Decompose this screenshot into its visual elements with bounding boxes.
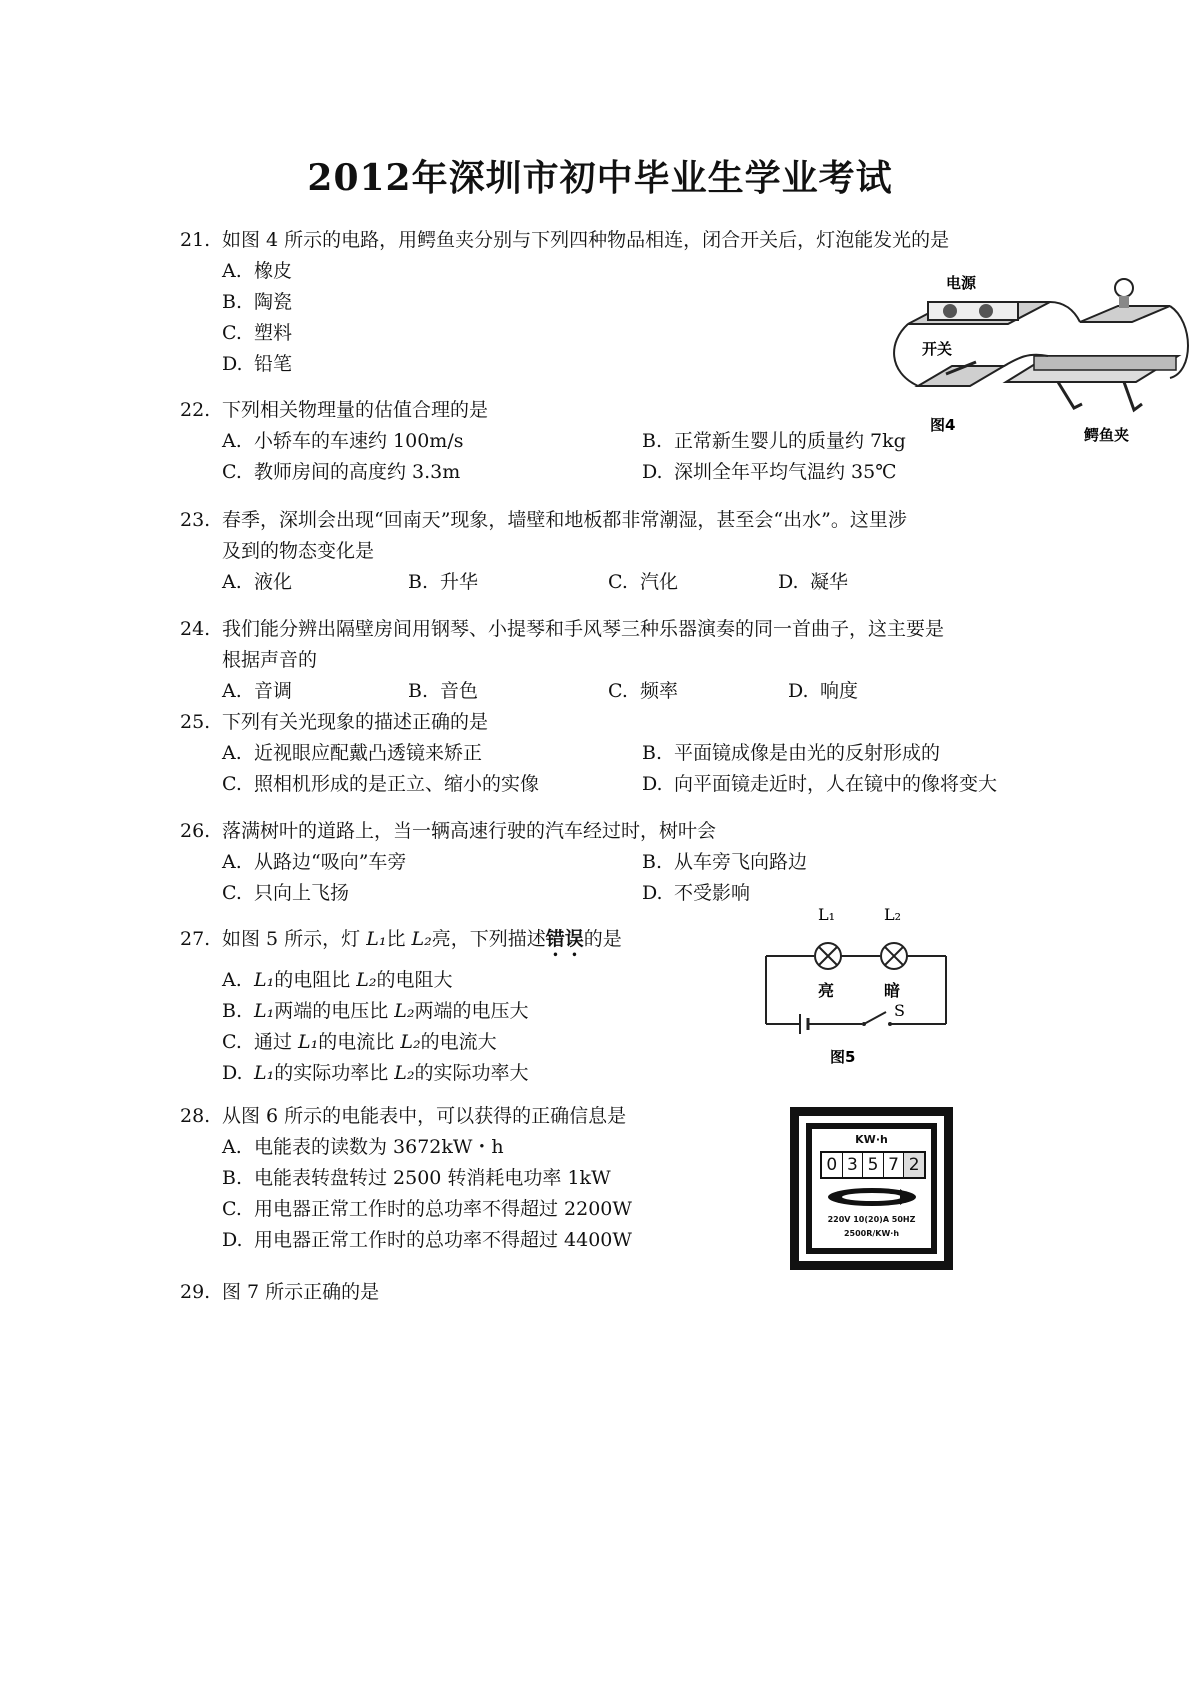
question-stem: 如图 4 所示的电路，用鳄鱼夹分别与下列四种物品相连，闭合开关后，灯泡能发光的是 [222, 229, 950, 251]
question-25 [180, 707, 1042, 800]
option-a[interactable]: A. 音调 [222, 680, 293, 702]
option-a[interactable]: A. 电能表的读数为 3672kW・h [222, 1136, 504, 1158]
question-number: 27. [180, 928, 211, 950]
question-24 [180, 614, 958, 707]
option-a[interactable]: A. 橡皮 [222, 260, 293, 282]
meter-digit: 0 [822, 1153, 843, 1177]
meter-disc-icon [820, 1183, 924, 1211]
switch-label: 开关 [922, 340, 953, 358]
option-c[interactable]: C. 塑料 [222, 322, 293, 344]
option-c[interactable]: C. 用电器正常工作时的总功率不得超过 2200W [222, 1198, 632, 1220]
option-d[interactable]: D. 深圳全年平均气温约 35℃ [642, 461, 897, 483]
l2-symbol: L₂ [411, 928, 432, 950]
question-27: 27. 如图 5 所示，灯 L₁比 L₂亮，下列描述错误的是 A. L₁的电阻比 L₂的电阻大 B. L₁两端的电压比 L₂两端的电压大 C. 通过 L₁的电流比 L₂的电流大 D. L₁的实际功率比 L₂的实际功率大 [180, 924, 622, 1089]
option-a[interactable]: A. L₁的电阻比 L₂的电阻大 [222, 969, 453, 991]
option-b[interactable]: B. 陶瓷 [222, 291, 293, 313]
question-stem-continued: 及到的物态变化是 [222, 540, 375, 562]
meter-digit: 3 [843, 1153, 864, 1177]
question-number: 28. [180, 1105, 211, 1127]
option-d[interactable]: D. 铅笔 [222, 353, 293, 375]
option-c[interactable]: C. 教师房间的高度约 3.3m [222, 461, 461, 483]
option-c[interactable]: C. 只向上飞扬 [222, 882, 350, 904]
option-a[interactable]: A. 从路边“吸向”车旁 [222, 851, 407, 873]
figure-6-meter [790, 1107, 953, 1270]
option-d[interactable]: D. 用电器正常工作时的总功率不得超过 4400W [222, 1229, 632, 1251]
option-a[interactable]: A. 小轿车的车速约 100m/s [222, 430, 464, 452]
question-number: 23. [180, 509, 211, 531]
option-a[interactable]: A. 近视眼应配戴凸透镜来矫正 [222, 742, 483, 764]
question-number: 25. [180, 711, 211, 733]
question-stem-continued: 根据声音的 [222, 649, 318, 671]
option-d[interactable]: D. L₁的实际功率比 L₂的实际功率大 [222, 1062, 529, 1084]
dim-label: 暗 [884, 981, 901, 1000]
question-stem: 我们能分辨出隔壁房间用钢琴、小提琴和手风琴三种乐器演奏的同一首曲子，这主要是 [222, 618, 945, 640]
option-b[interactable]: B. 从车旁飞向路边 [642, 851, 808, 873]
question-stem: 下列有关光现象的描述正确的是 [222, 711, 489, 733]
figure-5-caption: 图5 [830, 1048, 856, 1066]
meter-spec-1: 220V 10(20)A 50HZ [827, 1215, 916, 1224]
switch-s-label: S [894, 1001, 905, 1020]
switch-icon [864, 1012, 886, 1024]
meter-digit: 5 [863, 1153, 884, 1177]
question-number: 22. [180, 399, 211, 421]
question-stem: 落满树叶的道路上，当一辆高速行驶的汽车经过时，树叶会 [222, 820, 717, 842]
question-21 [180, 225, 949, 380]
option-d[interactable]: D. 响度 [788, 680, 859, 702]
question-number: 24. [180, 618, 211, 640]
question-26 [180, 816, 1042, 909]
question-number: 26. [180, 820, 211, 842]
question-stem: 下列相关物理量的估值合理的是 [222, 399, 489, 421]
l2-label: L₂ [884, 905, 902, 924]
question-stem: 春季，深圳会出现“回南天”现象，墙壁和地板都非常潮湿，甚至会“出水”。这里涉 [222, 509, 907, 531]
option-d[interactable]: D. 凝华 [778, 571, 849, 593]
option-b[interactable]: B. 升华 [408, 571, 479, 593]
option-b[interactable]: B. 平面镜成像是由光的反射形成的 [642, 742, 941, 764]
figure-5-circuit [756, 904, 956, 1072]
question-28 [180, 1101, 632, 1256]
l1-symbol: L₁ [366, 928, 387, 950]
power-label: 电源 [946, 274, 977, 292]
option-b[interactable]: B. 音色 [408, 680, 479, 702]
question-23 [180, 505, 948, 598]
figure-4-circuit [888, 262, 1194, 484]
figure-4-caption: 图4 [930, 416, 956, 434]
meter-digit: 2 [904, 1153, 924, 1177]
page-title: 2012年深圳市初中毕业生学业考试 [307, 157, 893, 199]
bright-label: 亮 [818, 981, 835, 1000]
option-d[interactable]: D. 向平面镜走近时，人在镜中的像将变大 [642, 773, 998, 795]
option-a[interactable]: A. 液化 [222, 571, 293, 593]
option-c[interactable]: C. 频率 [608, 680, 679, 702]
question-22 [180, 395, 1002, 488]
question-number: 29. [180, 1281, 211, 1303]
option-d[interactable]: D. 不受影响 [642, 882, 751, 904]
meter-spec-2: 2500R/KW·h [843, 1229, 900, 1238]
emphasized-word: 错误 [545, 928, 584, 950]
question-stem: 从图 6 所示的电能表中，可以获得的正确信息是 [222, 1105, 627, 1127]
meter-digit: 7 [884, 1153, 905, 1177]
option-b[interactable]: B. 正常新生婴儿的质量约 7kg [642, 430, 906, 452]
question-number: 21. [180, 229, 211, 251]
option-b[interactable]: B. L₁两端的电压比 L₂两端的电压大 [222, 1000, 529, 1022]
option-b[interactable]: B. 电能表转盘转过 2500 转消耗电功率 1kW [222, 1167, 611, 1189]
question-29 [180, 1277, 379, 1308]
option-c[interactable]: C. 通过 L₁的电流比 L₂的电流大 [222, 1031, 497, 1053]
option-c[interactable]: C. 照相机形成的是正立、缩小的实像 [222, 773, 540, 795]
meter-digits [820, 1151, 926, 1179]
option-c[interactable]: C. 汽化 [608, 571, 679, 593]
l1-label: L₁ [818, 905, 836, 924]
question-stem: 图 7 所示正确的是 [222, 1281, 380, 1303]
meter-unit: KW·h [855, 1133, 888, 1146]
clip-label: 鳄鱼夹 [1084, 426, 1130, 444]
